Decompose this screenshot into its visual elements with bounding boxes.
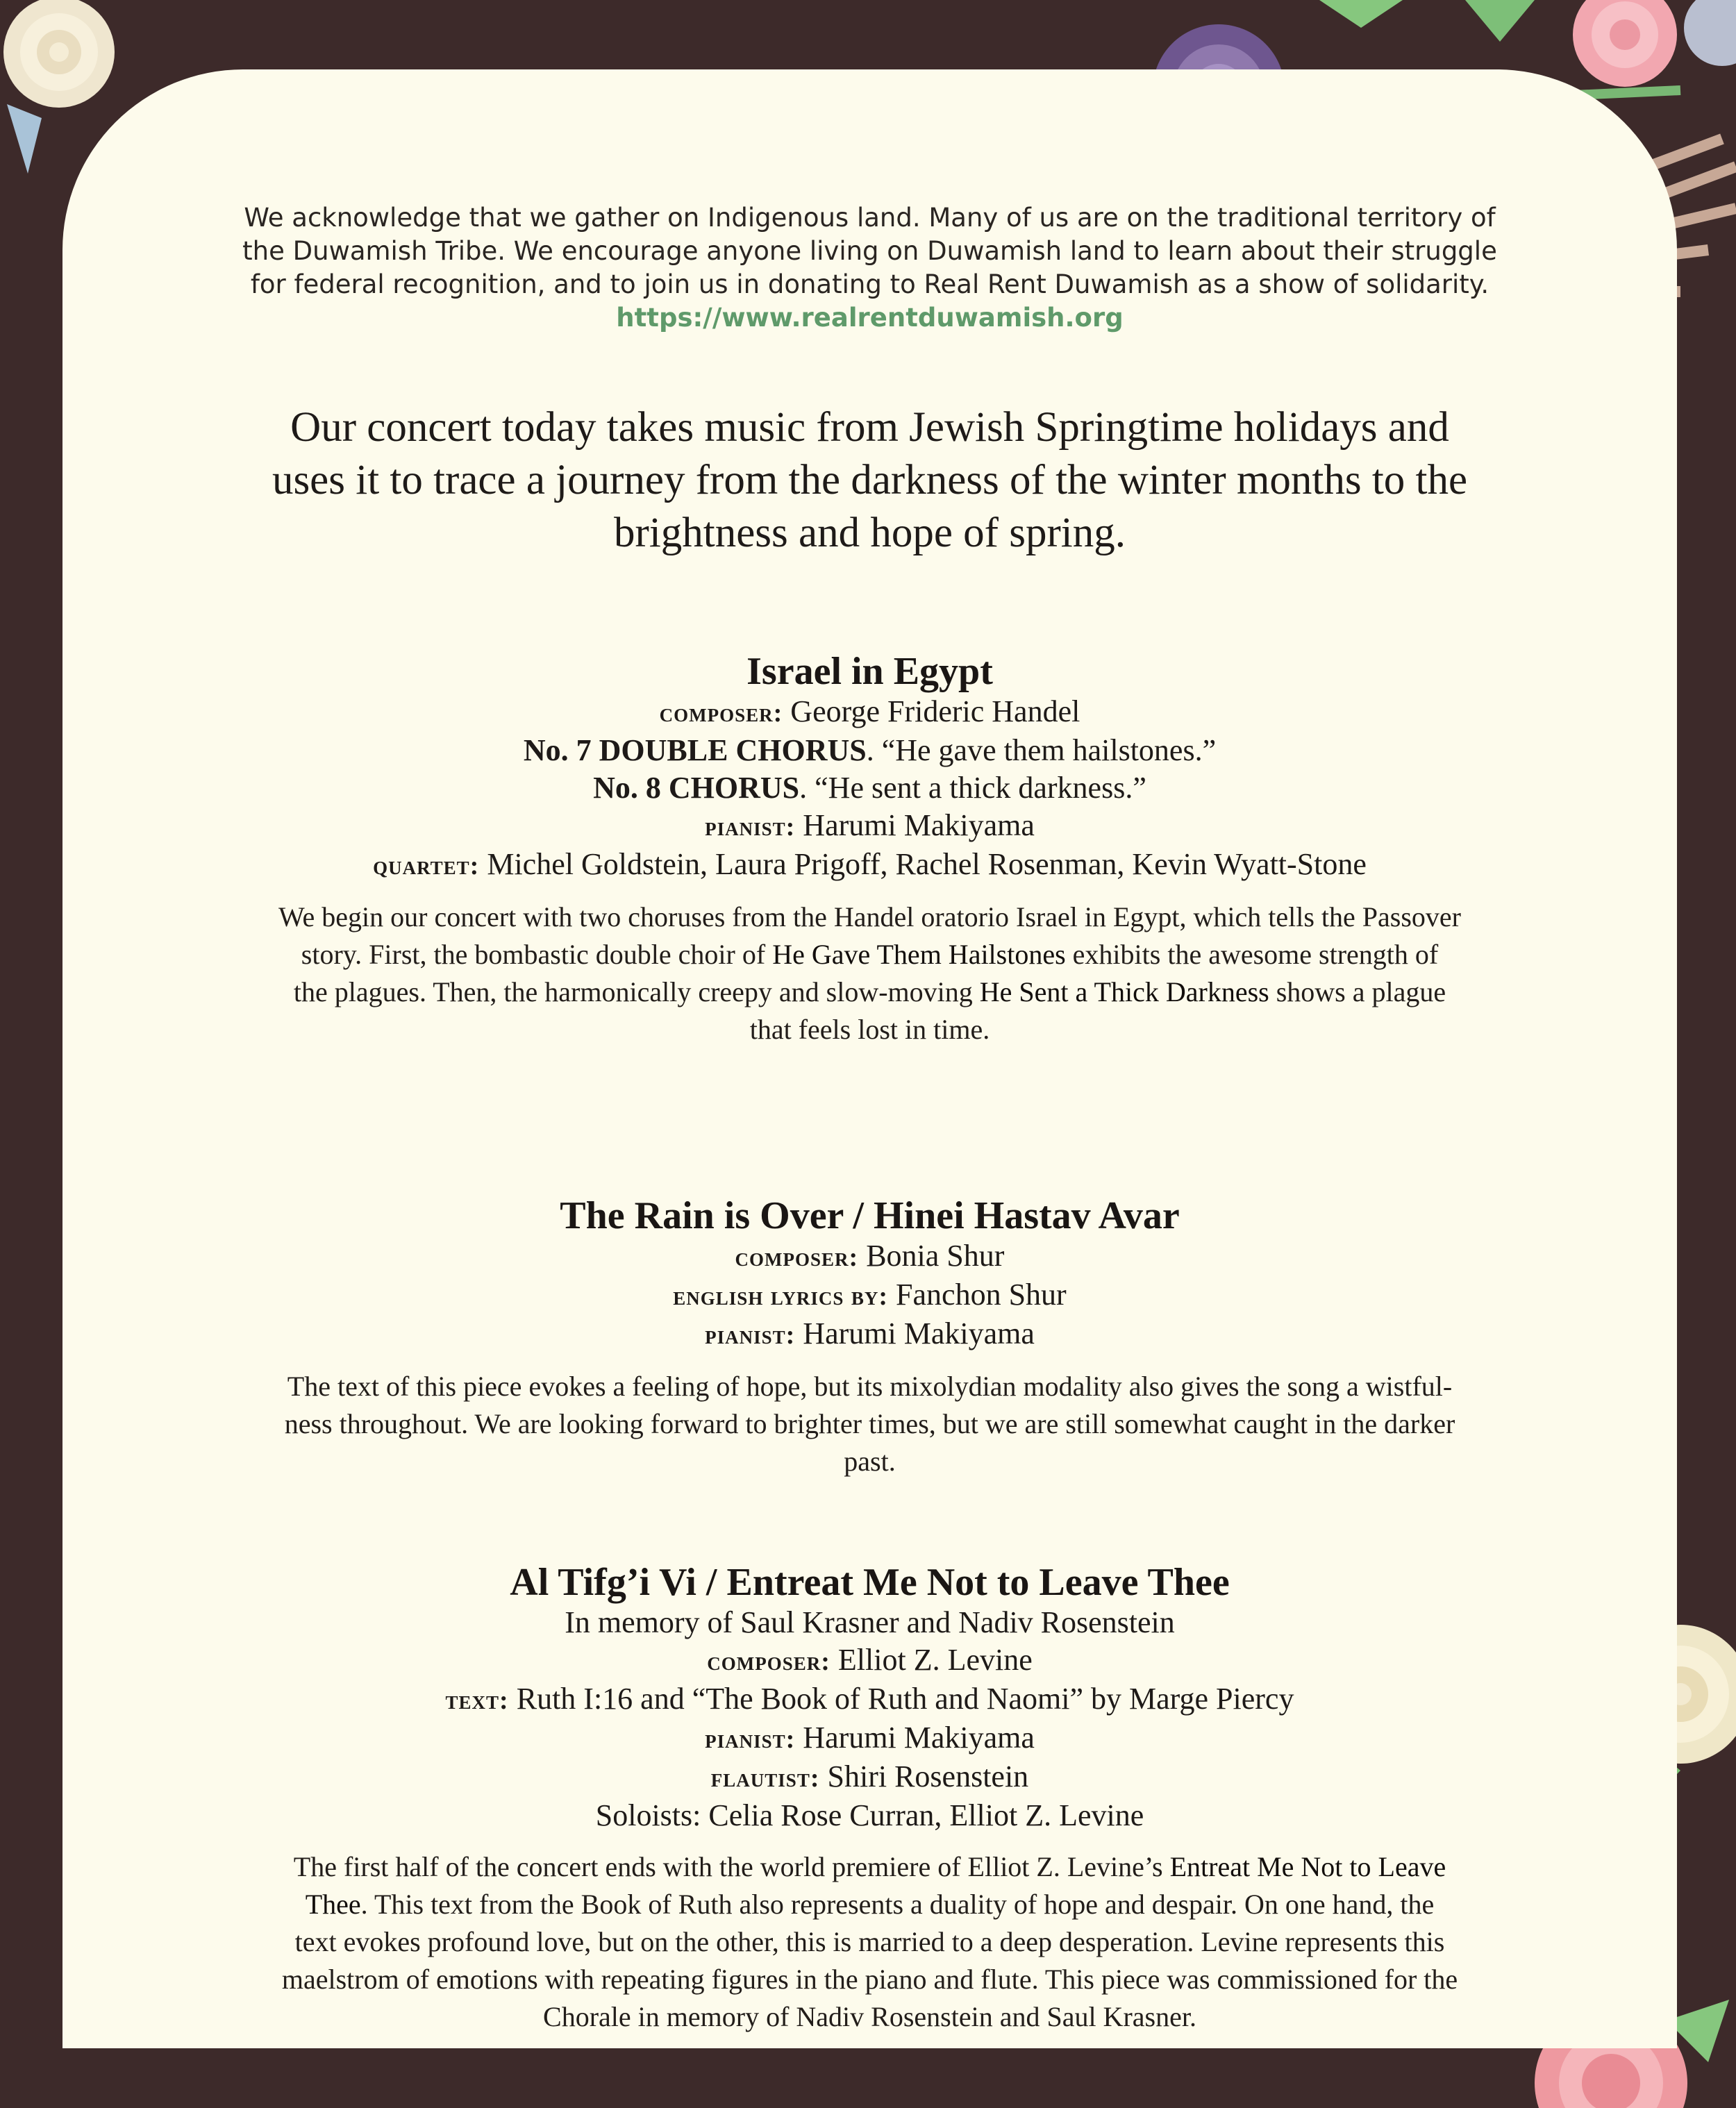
intro-line: uses it to trace a journey from the darkness of the winter months to the [272, 457, 1468, 503]
credit-line [201, 732, 1538, 769]
description-line [201, 898, 1538, 936]
credit-line [201, 1758, 1538, 1797]
piece-title: The Rain is Over / Hinei Hastav Avar [560, 1194, 1180, 1237]
soloists-line: Soloists: Celia Rose Curran, Elliot Z. Levine [595, 1798, 1144, 1832]
credit-value: George Frideric Handel [783, 694, 1080, 728]
piece-credits [201, 693, 1538, 885]
piece-credits [201, 1237, 1538, 1354]
description-line [201, 973, 1538, 1011]
credit-label: quartet: [373, 851, 480, 880]
credit-label: composer: [707, 1647, 831, 1676]
description-line: Chorale in memory of Nadiv Rosenstein and Saul Krasner. [543, 2001, 1196, 2032]
credit-line [201, 769, 1538, 807]
acknowledgement-line: We acknowledge that we gather on Indigenous land. Many of us are on the traditional territory of [244, 203, 1496, 233]
credit-line [201, 1315, 1538, 1354]
piece-al-tifgi-vi [201, 1561, 1538, 2036]
credit-value: Ruth I:16 and “The Book of Ruth and Naomi” by Marge Piercy [508, 1682, 1294, 1716]
movement-number: No. 8 CHORUS [593, 771, 800, 805]
credit-label: english lyrics by: [673, 1282, 889, 1311]
credit-value: Shiri Rosenstein [819, 1759, 1029, 1793]
credit-label: composer: [659, 699, 783, 728]
piece-reference: Entreat Me Not to Leave [1169, 1851, 1446, 1882]
credit-value: Harumi Makiyama [795, 1316, 1035, 1350]
piece-israel-in-egypt [201, 650, 1538, 1048]
credit-line [201, 1641, 1538, 1680]
intro-line: brightness and hope of spring. [614, 510, 1126, 556]
credit-value: Bonia Shur [858, 1239, 1005, 1273]
credit-value: Harumi Makiyama [795, 808, 1035, 842]
description-line [201, 1011, 1538, 1048]
piece-description [201, 898, 1538, 1048]
description-text: The first half of the concert ends with the world premiere of Elliot Z. Levine’s [293, 1851, 1170, 1882]
piece-title: Israel in Egypt [746, 650, 993, 693]
piece-reference: Thee [305, 1889, 361, 1920]
description-text: shows a plague [1269, 976, 1446, 1007]
credit-line [201, 807, 1538, 846]
piece-description [201, 1368, 1538, 1480]
description-text: . This text from the Book of Ruth also represents a duality of hope and despair. On one hand, the [360, 1889, 1435, 1920]
piece-description [201, 1848, 1538, 2036]
credit-value: Elliot Z. Levine [830, 1643, 1033, 1677]
description-text: story. First, the bombastic double choir of [301, 939, 773, 970]
piece-the-rain-is-over [201, 1194, 1538, 1480]
description-line: The text of this piece evokes a feeling of hope, but its mixolydian modality also gives the song a wistful- [287, 1371, 1453, 1402]
land-acknowledgement [62, 201, 1677, 335]
donation-link[interactable]: https://www.realrentduwamish.org [616, 303, 1124, 333]
credit-label: text: [445, 1686, 509, 1715]
description-line [201, 936, 1538, 973]
credit-line [201, 1237, 1538, 1276]
credit-line [201, 1680, 1538, 1719]
description-line: ness throughout. We are looking forward to brighter times, but we are still somewhat caught in the darker [284, 1408, 1455, 1439]
acknowledgement-line: for federal recognition, and to join us in donating to Real Rent Duwamish as a show of solidarity. [250, 269, 1489, 299]
credit-line [201, 1276, 1538, 1315]
intro-line: Our concert today takes music from Jewish Springtime holidays and [290, 404, 1449, 451]
credit-label: pianist: [705, 1321, 796, 1350]
description-line: past. [844, 1446, 896, 1477]
credit-label: flautist: [710, 1764, 820, 1793]
credit-line [201, 693, 1538, 732]
description-text: the plagues. Then, the harmonically creepy and slow-moving [293, 976, 980, 1007]
piece-reference: He Sent a Thick Darkness [979, 976, 1269, 1007]
credit-value: Fanchon Shur [888, 1278, 1067, 1312]
piece-title: Al Tifg’i Vi / Entreat Me Not to Leave Thee [510, 1561, 1230, 1604]
description-line [201, 1848, 1538, 1886]
piece-credits [201, 1604, 1538, 1834]
credit-value: Michel Goldstein, Laura Prigoff, Rachel Rosenman, Kevin Wyatt-Stone [479, 847, 1367, 881]
program-panel [62, 69, 1677, 2048]
description-text: We begin our concert with two choruses from the Handel oratorio Israel in Egypt, which tells the Passover [278, 901, 1461, 932]
description-text: exhibits the awesome strength of [1065, 939, 1439, 970]
movement-title: . “He gave them hailstones.” [866, 733, 1217, 767]
movement-title: . “He sent a thick darkness.” [799, 771, 1146, 805]
description-line: maelstrom of emotions with repeating figures in the piano and flute. This piece was commissioned for the [281, 1964, 1458, 1995]
description-text: that feels lost in time. [749, 1014, 990, 1045]
description-line: text evokes profound love, but on the other, this is married to a deep desperation. Levine represents this [294, 1926, 1445, 1957]
dedication-line: In memory of Saul Krasner and Nadiv Rosenstein [565, 1605, 1175, 1639]
credit-label: pianist: [705, 1725, 796, 1754]
credit-line [201, 846, 1538, 885]
concert-intro [201, 401, 1538, 560]
movement-number: No. 7 DOUBLE CHORUS [523, 733, 867, 767]
piece-reference: He Gave Them Hailstones [772, 939, 1066, 970]
credit-line [201, 1719, 1538, 1758]
credit-value: Harumi Makiyama [795, 1721, 1035, 1755]
credit-label: composer: [735, 1243, 859, 1272]
credit-label: pianist: [705, 812, 796, 842]
description-line [201, 1886, 1538, 1923]
acknowledgement-line: the Duwamish Tribe. We encourage anyone living on Duwamish land to learn about their struggle [242, 236, 1497, 266]
